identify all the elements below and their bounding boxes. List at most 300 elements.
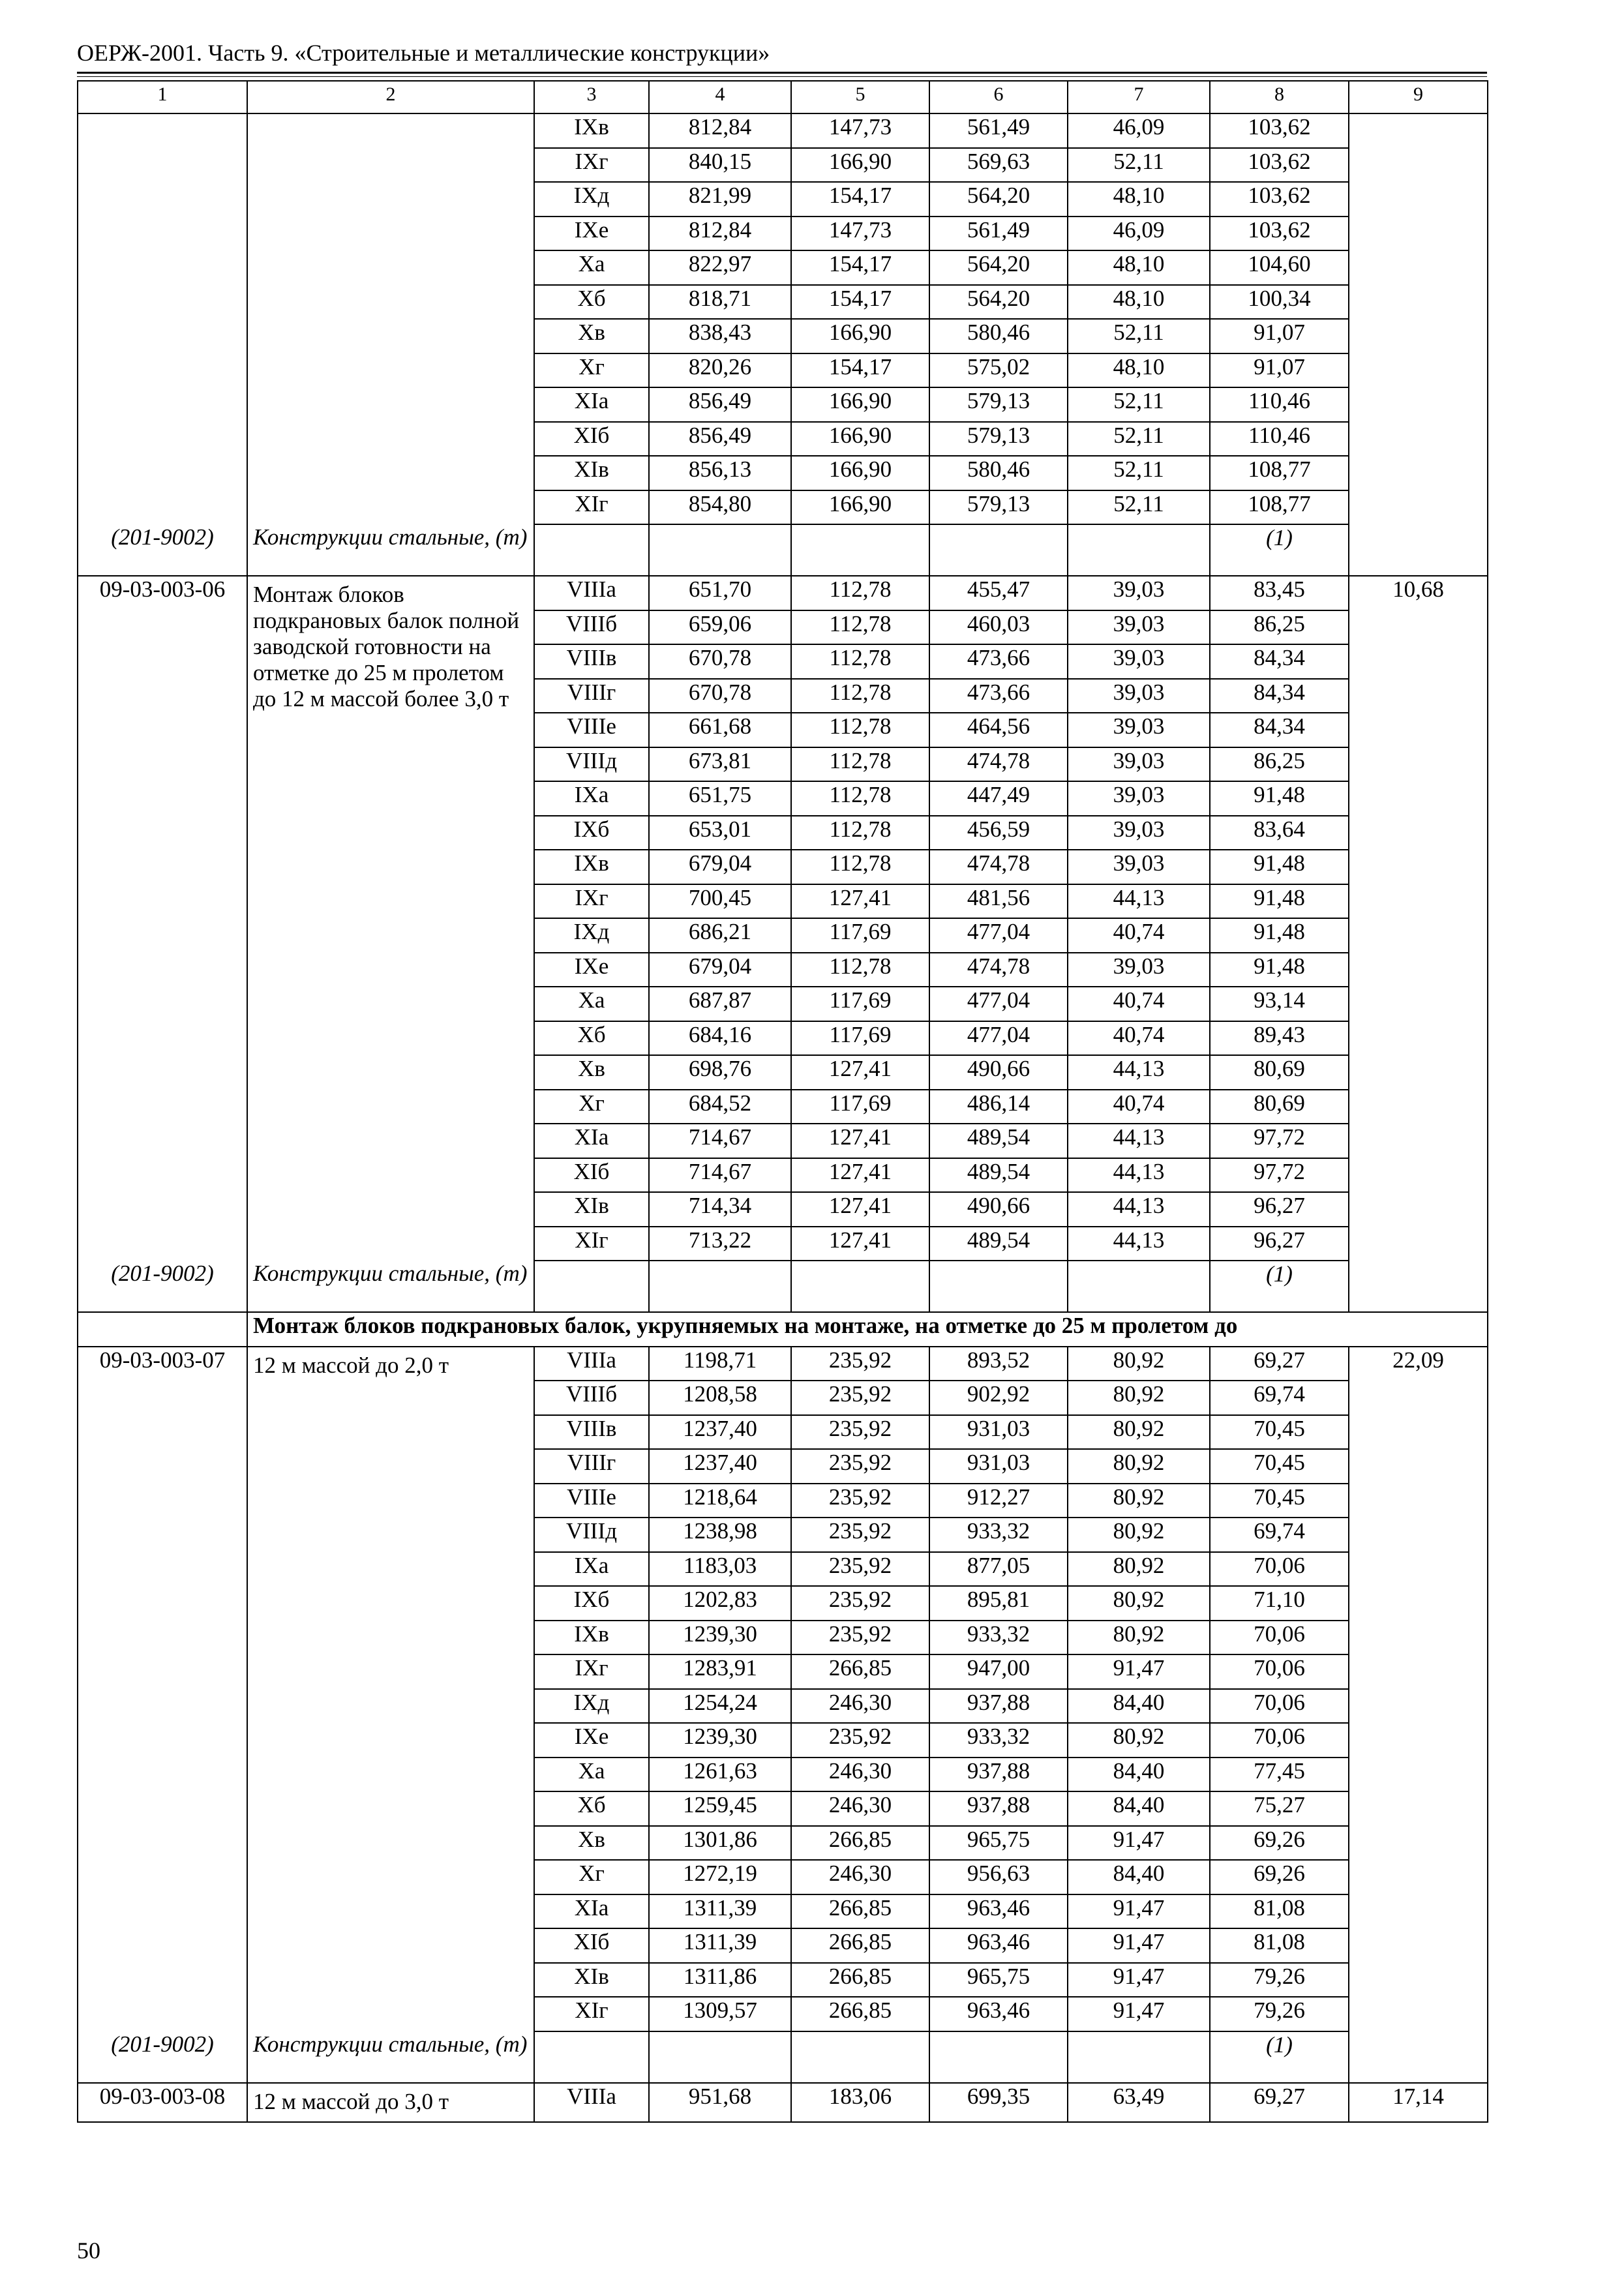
value-cell-col7: 39,03 xyxy=(1068,747,1210,782)
value-cell-col6: 464,56 xyxy=(929,713,1068,747)
zone-cell: XIа xyxy=(534,387,649,422)
value-cell-col7: 84,40 xyxy=(1068,1860,1210,1894)
value-cell-col4: 687,87 xyxy=(649,987,791,1021)
value-cell-col7: 52,11 xyxy=(1068,319,1210,353)
value-cell-col7: 40,74 xyxy=(1068,918,1210,953)
value-cell-col6: 580,46 xyxy=(929,456,1068,490)
value-cell-col8: 77,45 xyxy=(1210,1758,1349,1792)
value-cell-col8: 91,48 xyxy=(1210,953,1349,987)
value-cell-col6: 947,00 xyxy=(929,1654,1068,1689)
value-cell-col7: 80,92 xyxy=(1068,1552,1210,1587)
zone-cell: Xа xyxy=(534,987,649,1021)
value-cell-col8: 75,27 xyxy=(1210,1791,1349,1826)
running-header: ОЕРЖ-2001. Часть 9. «Строительные и металлические конструкции» xyxy=(77,40,770,66)
value-cell-col8: 104,60 xyxy=(1210,250,1349,285)
value-cell-col7: 80,92 xyxy=(1068,1415,1210,1450)
empty-cell xyxy=(534,1261,649,1312)
value-cell-col8: 81,08 xyxy=(1210,1928,1349,1963)
value-cell-col8: 69,26 xyxy=(1210,1860,1349,1894)
value-cell-col8: 91,07 xyxy=(1210,353,1349,388)
value-cell-col6: 931,03 xyxy=(929,1449,1068,1484)
value-cell-col6: 965,75 xyxy=(929,1826,1068,1861)
column-number-3: 3 xyxy=(534,81,649,113)
value-cell-col4: 661,68 xyxy=(649,713,791,747)
value-cell-col6: 963,46 xyxy=(929,1894,1068,1929)
material-code-cell: (201-9002) xyxy=(78,1261,247,1312)
empty-cell xyxy=(649,524,791,576)
value-cell-col6: 489,54 xyxy=(929,1158,1068,1193)
empty-cell xyxy=(791,2031,929,2083)
table-row xyxy=(78,2083,1488,2123)
value-cell-col8: 69,26 xyxy=(1210,1826,1349,1861)
value-cell-col7: 39,03 xyxy=(1068,576,1210,610)
value-cell-col6: 477,04 xyxy=(929,1021,1068,1056)
value-cell-col4: 713,22 xyxy=(649,1227,791,1261)
value-cell-col4: 1239,30 xyxy=(649,1723,791,1758)
value-cell-col8: 96,27 xyxy=(1210,1192,1349,1227)
value-cell-col7: 80,92 xyxy=(1068,1381,1210,1415)
zone-cell: IXа xyxy=(534,1552,649,1587)
material-value-cell: (1) xyxy=(1210,1261,1349,1312)
value-cell-col4: 1218,64 xyxy=(649,1484,791,1518)
value-cell-col8: 91,48 xyxy=(1210,850,1349,884)
value-cell-col8: 86,25 xyxy=(1210,610,1349,645)
value-cell-col4: 698,76 xyxy=(649,1055,791,1090)
value-cell-col5: 246,30 xyxy=(791,1758,929,1792)
value-cell-col4: 840,15 xyxy=(649,148,791,183)
value-cell-col7: 52,11 xyxy=(1068,456,1210,490)
value-cell-col7: 44,13 xyxy=(1068,1055,1210,1090)
col9-cell xyxy=(1349,113,1488,524)
value-cell-col4: 1237,40 xyxy=(649,1415,791,1450)
value-cell-col4: 679,04 xyxy=(649,953,791,987)
value-cell-col6: 474,78 xyxy=(929,747,1068,782)
value-cell-col6: 933,32 xyxy=(929,1621,1068,1655)
price-table xyxy=(77,80,1488,2123)
empty-cell xyxy=(1068,2031,1210,2083)
empty-cell xyxy=(929,1261,1068,1312)
value-cell-col6: 455,47 xyxy=(929,576,1068,610)
value-cell-col5: 117,69 xyxy=(791,1021,929,1056)
value-cell-col6: 902,92 xyxy=(929,1381,1068,1415)
value-cell-col7: 84,40 xyxy=(1068,1791,1210,1826)
col9-cell: 10,68 xyxy=(1349,576,1488,1261)
value-cell-col7: 39,03 xyxy=(1068,713,1210,747)
value-cell-col5: 246,30 xyxy=(791,1860,929,1894)
value-cell-col8: 70,06 xyxy=(1210,1621,1349,1655)
value-cell-col4: 1301,86 xyxy=(649,1826,791,1861)
zone-cell: Xг xyxy=(534,1090,649,1124)
zone-cell: IXв xyxy=(534,1621,649,1655)
value-cell-col5: 266,85 xyxy=(791,1963,929,1997)
zone-cell: Xа xyxy=(534,1758,649,1792)
value-cell-col6: 561,49 xyxy=(929,217,1068,251)
value-cell-col7: 46,09 xyxy=(1068,217,1210,251)
column-number-row xyxy=(78,81,1488,113)
value-cell-col6: 564,20 xyxy=(929,182,1068,217)
value-cell-col8: 70,06 xyxy=(1210,1654,1349,1689)
empty-cell xyxy=(1349,1261,1488,1312)
value-cell-col6: 489,54 xyxy=(929,1124,1068,1158)
value-cell-col7: 80,92 xyxy=(1068,1484,1210,1518)
value-cell-col5: 266,85 xyxy=(791,1894,929,1929)
value-cell-col4: 856,49 xyxy=(649,422,791,456)
value-cell-col6: 937,88 xyxy=(929,1791,1068,1826)
value-cell-col4: 1202,83 xyxy=(649,1586,791,1621)
value-cell-col5: 117,69 xyxy=(791,987,929,1021)
zone-cell: XIа xyxy=(534,1894,649,1929)
value-cell-col6: 486,14 xyxy=(929,1090,1068,1124)
value-cell-col5: 266,85 xyxy=(791,1826,929,1861)
empty-cell xyxy=(1068,524,1210,576)
zone-cell: Xг xyxy=(534,1860,649,1894)
empty-cell xyxy=(929,524,1068,576)
column-number-4: 4 xyxy=(649,81,791,113)
value-cell-col8: 80,69 xyxy=(1210,1090,1349,1124)
value-cell-col4: 714,34 xyxy=(649,1192,791,1227)
zone-cell: VIIIа xyxy=(534,2083,649,2123)
material-code-cell: (201-9002) xyxy=(78,524,247,576)
zone-cell: IXв xyxy=(534,850,649,884)
value-cell-col6: 489,54 xyxy=(929,1227,1068,1261)
value-cell-col7: 80,92 xyxy=(1068,1723,1210,1758)
value-cell-col5: 235,92 xyxy=(791,1586,929,1621)
value-cell-col7: 84,40 xyxy=(1068,1689,1210,1724)
value-cell-col4: 1283,91 xyxy=(649,1654,791,1689)
empty-cell xyxy=(534,524,649,576)
value-cell-col7: 44,13 xyxy=(1068,1158,1210,1193)
column-number-2: 2 xyxy=(247,81,534,113)
value-cell-col7: 91,47 xyxy=(1068,1963,1210,1997)
value-cell-col8: 91,48 xyxy=(1210,918,1349,953)
value-cell-col7: 39,03 xyxy=(1068,610,1210,645)
value-cell-col7: 44,13 xyxy=(1068,1124,1210,1158)
code-cell: 09-03-003-06 xyxy=(78,576,247,1261)
value-cell-col5: 235,92 xyxy=(791,1723,929,1758)
zone-cell: VIIIе xyxy=(534,1484,649,1518)
empty-cell xyxy=(791,524,929,576)
zone-cell: VIIIд xyxy=(534,1518,649,1552)
value-cell-col7: 52,11 xyxy=(1068,148,1210,183)
value-cell-col6: 473,66 xyxy=(929,679,1068,713)
zone-cell: XIв xyxy=(534,1192,649,1227)
value-cell-col6: 963,46 xyxy=(929,1997,1068,2031)
value-cell-col5: 127,41 xyxy=(791,1227,929,1261)
zone-cell: VIIIб xyxy=(534,610,649,645)
value-cell-col4: 670,78 xyxy=(649,679,791,713)
zone-cell: XIв xyxy=(534,1963,649,1997)
value-cell-col7: 40,74 xyxy=(1068,987,1210,1021)
value-cell-col6: 561,49 xyxy=(929,113,1068,148)
value-cell-col6: 456,59 xyxy=(929,816,1068,850)
value-cell-col7: 39,03 xyxy=(1068,953,1210,987)
value-cell-col5: 127,41 xyxy=(791,1158,929,1193)
empty-cell xyxy=(649,1261,791,1312)
zone-cell: Xв xyxy=(534,1826,649,1861)
value-cell-col8: 70,06 xyxy=(1210,1552,1349,1587)
zone-cell: IXг xyxy=(534,1654,649,1689)
value-cell-col8: 84,34 xyxy=(1210,644,1349,679)
zone-cell: XIг xyxy=(534,1227,649,1261)
value-cell-col8: 79,26 xyxy=(1210,1997,1349,2031)
value-cell-col8: 86,25 xyxy=(1210,747,1349,782)
value-cell-col4: 818,71 xyxy=(649,285,791,320)
value-cell-col4: 653,01 xyxy=(649,816,791,850)
value-cell-col7: 48,10 xyxy=(1068,285,1210,320)
zone-cell: IXв xyxy=(534,113,649,148)
value-cell-col6: 579,13 xyxy=(929,490,1068,525)
column-number-7: 7 xyxy=(1068,81,1210,113)
zone-cell: XIв xyxy=(534,456,649,490)
value-cell-col4: 659,06 xyxy=(649,610,791,645)
value-cell-col6: 579,13 xyxy=(929,387,1068,422)
zone-cell: XIг xyxy=(534,490,649,525)
value-cell-col4: 714,67 xyxy=(649,1158,791,1193)
value-cell-col6: 933,32 xyxy=(929,1723,1068,1758)
value-cell-col4: 651,75 xyxy=(649,781,791,816)
value-cell-col5: 235,92 xyxy=(791,1518,929,1552)
value-cell-col6: 699,35 xyxy=(929,2083,1068,2123)
empty-code-cell xyxy=(78,1312,247,1347)
value-cell-col6: 912,27 xyxy=(929,1484,1068,1518)
zone-cell: IXг xyxy=(534,884,649,919)
value-cell-col5: 235,92 xyxy=(791,1552,929,1587)
value-cell-col6: 473,66 xyxy=(929,644,1068,679)
value-cell-col7: 40,74 xyxy=(1068,1090,1210,1124)
value-cell-col4: 812,84 xyxy=(649,217,791,251)
code-cell: 09-03-003-07 xyxy=(78,1347,247,2031)
value-cell-col7: 40,74 xyxy=(1068,1021,1210,1056)
value-cell-col7: 48,10 xyxy=(1068,353,1210,388)
value-cell-col7: 44,13 xyxy=(1068,884,1210,919)
value-cell-col4: 820,26 xyxy=(649,353,791,388)
value-cell-col7: 80,92 xyxy=(1068,1621,1210,1655)
value-cell-col5: 166,90 xyxy=(791,148,929,183)
zone-cell: IXа xyxy=(534,781,649,816)
zone-cell: Xб xyxy=(534,1791,649,1826)
value-cell-col7: 39,03 xyxy=(1068,679,1210,713)
value-cell-col5: 235,92 xyxy=(791,1621,929,1655)
value-cell-col7: 48,10 xyxy=(1068,182,1210,217)
value-cell-col4: 1311,39 xyxy=(649,1894,791,1929)
value-cell-col4: 1261,63 xyxy=(649,1758,791,1792)
value-cell-col5: 127,41 xyxy=(791,1055,929,1090)
zone-cell: VIIIд xyxy=(534,747,649,782)
value-cell-col8: 96,27 xyxy=(1210,1227,1349,1261)
value-cell-col8: 70,45 xyxy=(1210,1484,1349,1518)
value-cell-col5: 112,78 xyxy=(791,713,929,747)
value-cell-col4: 673,81 xyxy=(649,747,791,782)
table-row xyxy=(78,576,1488,610)
value-cell-col5: 235,92 xyxy=(791,1415,929,1450)
value-cell-col4: 686,21 xyxy=(649,918,791,953)
value-cell-col8: 89,43 xyxy=(1210,1021,1349,1056)
description-cell: 12 м массой до 2,0 т xyxy=(247,1347,534,2031)
value-cell-col7: 39,03 xyxy=(1068,850,1210,884)
value-cell-col7: 52,11 xyxy=(1068,387,1210,422)
table-row xyxy=(78,1347,1488,1381)
value-cell-col8: 81,08 xyxy=(1210,1894,1349,1929)
value-cell-col4: 1208,58 xyxy=(649,1381,791,1415)
zone-cell: VIIIе xyxy=(534,713,649,747)
value-cell-col7: 80,92 xyxy=(1068,1449,1210,1484)
section-heading-row xyxy=(78,1312,1488,1347)
value-cell-col7: 91,47 xyxy=(1068,1654,1210,1689)
value-cell-col4: 951,68 xyxy=(649,2083,791,2123)
value-cell-col4: 1198,71 xyxy=(649,1347,791,1381)
value-cell-col8: 69,74 xyxy=(1210,1381,1349,1415)
value-cell-col8: 70,06 xyxy=(1210,1689,1349,1724)
value-cell-col6: 956,63 xyxy=(929,1860,1068,1894)
value-cell-col5: 112,78 xyxy=(791,816,929,850)
value-cell-col8: 70,06 xyxy=(1210,1723,1349,1758)
zone-cell: IXе xyxy=(534,1723,649,1758)
value-cell-col8: 80,69 xyxy=(1210,1055,1349,1090)
empty-cell xyxy=(1349,2031,1488,2083)
value-cell-col4: 821,99 xyxy=(649,182,791,217)
value-cell-col7: 39,03 xyxy=(1068,644,1210,679)
value-cell-col8: 97,72 xyxy=(1210,1124,1349,1158)
zone-cell: VIIIв xyxy=(534,644,649,679)
value-cell-col5: 154,17 xyxy=(791,353,929,388)
zone-cell: Xб xyxy=(534,1021,649,1056)
code-cell xyxy=(78,113,247,524)
zone-cell: VIIIа xyxy=(534,576,649,610)
zone-cell: IXг xyxy=(534,148,649,183)
value-cell-col7: 44,13 xyxy=(1068,1192,1210,1227)
value-cell-col6: 564,20 xyxy=(929,285,1068,320)
value-cell-col8: 83,64 xyxy=(1210,816,1349,850)
value-cell-col5: 266,85 xyxy=(791,1654,929,1689)
value-cell-col5: 112,78 xyxy=(791,644,929,679)
value-cell-col5: 112,78 xyxy=(791,610,929,645)
value-cell-col5: 246,30 xyxy=(791,1791,929,1826)
value-cell-col8: 84,34 xyxy=(1210,713,1349,747)
value-cell-col8: 103,62 xyxy=(1210,113,1349,148)
zone-cell: VIIIб xyxy=(534,1381,649,1415)
value-cell-col5: 266,85 xyxy=(791,1928,929,1963)
value-cell-col6: 937,88 xyxy=(929,1758,1068,1792)
value-cell-col7: 52,11 xyxy=(1068,490,1210,525)
value-cell-col5: 112,78 xyxy=(791,953,929,987)
value-cell-col6: 965,75 xyxy=(929,1963,1068,1997)
value-cell-col8: 100,34 xyxy=(1210,285,1349,320)
value-cell-col6: 474,78 xyxy=(929,953,1068,987)
value-cell-col5: 112,78 xyxy=(791,576,929,610)
value-cell-col6: 895,81 xyxy=(929,1586,1068,1621)
value-cell-col5: 235,92 xyxy=(791,1449,929,1484)
value-cell-col5: 127,41 xyxy=(791,1192,929,1227)
value-cell-col7: 80,92 xyxy=(1068,1347,1210,1381)
material-name-cell: Конструкции стальные, (т) xyxy=(247,1261,534,1312)
value-cell-col5: 235,92 xyxy=(791,1347,929,1381)
value-cell-col5: 246,30 xyxy=(791,1689,929,1724)
value-cell-col6: 477,04 xyxy=(929,918,1068,953)
empty-cell xyxy=(929,2031,1068,2083)
column-number-5: 5 xyxy=(791,81,929,113)
value-cell-col5: 117,69 xyxy=(791,1090,929,1124)
value-cell-col5: 127,41 xyxy=(791,884,929,919)
value-cell-col8: 69,74 xyxy=(1210,1518,1349,1552)
description-cell xyxy=(247,113,534,524)
value-cell-col8: 79,26 xyxy=(1210,1963,1349,1997)
value-cell-col4: 812,84 xyxy=(649,113,791,148)
material-row xyxy=(78,524,1488,576)
value-cell-col4: 1311,86 xyxy=(649,1963,791,1997)
column-number-6: 6 xyxy=(929,81,1068,113)
value-cell-col7: 46,09 xyxy=(1068,113,1210,148)
col9-cell: 22,09 xyxy=(1349,1347,1488,2031)
value-cell-col5: 117,69 xyxy=(791,918,929,953)
zone-cell: Xг xyxy=(534,353,649,388)
value-cell-col6: 569,63 xyxy=(929,148,1068,183)
value-cell-col5: 235,92 xyxy=(791,1381,929,1415)
material-code-cell: (201-9002) xyxy=(78,2031,247,2083)
zone-cell: XIб xyxy=(534,1158,649,1193)
zone-cell: XIб xyxy=(534,1928,649,1963)
value-cell-col7: 80,92 xyxy=(1068,1518,1210,1552)
zone-cell: Xа xyxy=(534,250,649,285)
value-cell-col4: 1259,45 xyxy=(649,1791,791,1826)
value-cell-col5: 147,73 xyxy=(791,217,929,251)
value-cell-col8: 69,27 xyxy=(1210,2083,1349,2123)
zone-cell: VIIIг xyxy=(534,679,649,713)
value-cell-col6: 447,49 xyxy=(929,781,1068,816)
value-cell-col4: 1183,03 xyxy=(649,1552,791,1587)
value-cell-col5: 166,90 xyxy=(791,490,929,525)
value-cell-col8: 83,45 xyxy=(1210,576,1349,610)
empty-cell xyxy=(1068,1261,1210,1312)
value-cell-col8: 70,45 xyxy=(1210,1449,1349,1484)
material-name-cell: Конструкции стальные, (т) xyxy=(247,2031,534,2083)
value-cell-col7: 52,11 xyxy=(1068,422,1210,456)
value-cell-col8: 110,46 xyxy=(1210,387,1349,422)
value-cell-col6: 877,05 xyxy=(929,1552,1068,1587)
value-cell-col4: 1272,19 xyxy=(649,1860,791,1894)
value-cell-col6: 474,78 xyxy=(929,850,1068,884)
value-cell-col6: 937,88 xyxy=(929,1689,1068,1724)
value-cell-col7: 48,10 xyxy=(1068,250,1210,285)
value-cell-col4: 700,45 xyxy=(649,884,791,919)
material-row xyxy=(78,1261,1488,1312)
column-number-8: 8 xyxy=(1210,81,1349,113)
zone-cell: VIIIг xyxy=(534,1449,649,1484)
value-cell-col8: 108,77 xyxy=(1210,490,1349,525)
zone-cell: VIIIв xyxy=(534,1415,649,1450)
value-cell-col5: 112,78 xyxy=(791,781,929,816)
value-cell-col6: 477,04 xyxy=(929,987,1068,1021)
value-cell-col6: 575,02 xyxy=(929,353,1068,388)
value-cell-col4: 854,80 xyxy=(649,490,791,525)
empty-cell xyxy=(534,2031,649,2083)
value-cell-col4: 1254,24 xyxy=(649,1689,791,1724)
value-cell-col4: 1239,30 xyxy=(649,1621,791,1655)
material-row xyxy=(78,2031,1488,2083)
empty-cell xyxy=(649,2031,791,2083)
value-cell-col8: 91,48 xyxy=(1210,781,1349,816)
value-cell-col5: 154,17 xyxy=(791,250,929,285)
value-cell-col7: 91,47 xyxy=(1068,1997,1210,2031)
value-cell-col4: 684,52 xyxy=(649,1090,791,1124)
value-cell-col4: 1238,98 xyxy=(649,1518,791,1552)
value-cell-col8: 93,14 xyxy=(1210,987,1349,1021)
value-cell-col5: 112,78 xyxy=(791,747,929,782)
value-cell-col8: 108,77 xyxy=(1210,456,1349,490)
value-cell-col8: 71,10 xyxy=(1210,1586,1349,1621)
value-cell-col7: 44,13 xyxy=(1068,1227,1210,1261)
header-rule-thin xyxy=(77,76,1487,77)
value-cell-col6: 933,32 xyxy=(929,1518,1068,1552)
